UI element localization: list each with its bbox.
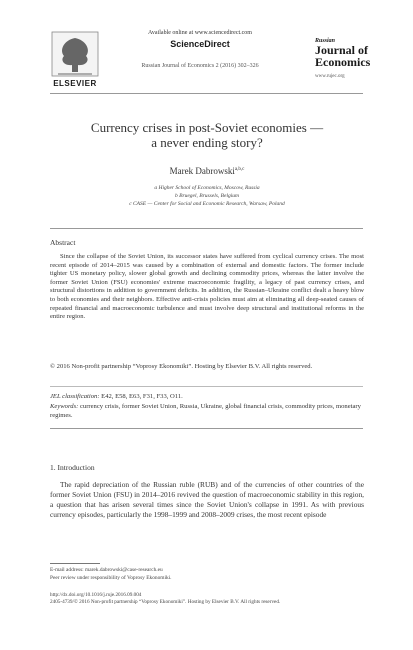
footnote-email[interactable]: E-mail address: marek.dabrowski@case-research.eu bbox=[50, 567, 163, 573]
available-online-link[interactable]: Available online at www.sciencedirect.com bbox=[148, 30, 252, 36]
header-divider bbox=[50, 93, 363, 94]
article-title bbox=[50, 120, 364, 150]
journal-url[interactable]: www.rujec.org bbox=[315, 74, 345, 79]
journal-header bbox=[50, 30, 371, 90]
keywords-bottom-divider bbox=[50, 428, 363, 429]
title-line-2: a never ending story? bbox=[151, 135, 263, 150]
abstract-top-divider bbox=[50, 228, 363, 229]
title-line-1: Currency crises in post-Soviet economies — bbox=[90, 120, 324, 135]
elsevier-tree-icon bbox=[50, 30, 100, 78]
keywords-label: Keywords: bbox=[50, 403, 79, 410]
journal-title-block bbox=[315, 38, 395, 79]
jel-classification bbox=[50, 393, 364, 402]
keywords bbox=[50, 403, 364, 420]
author-name[interactable]: Marek Dabrowski bbox=[169, 166, 235, 176]
affiliation-a: a Higher School of Economics, Moscow, Russia bbox=[154, 185, 260, 191]
journal-title-line1: Journal of bbox=[315, 43, 369, 57]
footnotes bbox=[50, 567, 364, 582]
elsevier-wordmark: ELSEVIER bbox=[53, 79, 97, 88]
issn-copyright: 2405-4739/© 2016 Non-profit partnership “Voprosy Ekonomiki”. Hosting by Elsevier B.V. All rights reserved. bbox=[50, 599, 281, 606]
footnote-divider bbox=[50, 563, 100, 564]
affiliation-c: c CASE — Center for Social and Economic Research, Warsaw, Poland bbox=[129, 201, 285, 207]
footnote-peer-review: Peer review under responsibility of Voprosy Ekonomiki. bbox=[50, 574, 172, 581]
doi-link[interactable]: http://dx.doi.org/10.1016/j.ruje.2016.09.004 bbox=[50, 592, 142, 598]
keywords-list: currency crisis, former Soviet Union, Russia, Ukraine, global financial crisis, commodity prices, monetary regimes. bbox=[50, 403, 361, 419]
abstract-copyright: © 2016 Non-profit partnership “Voprosy Ekonomiki”. Hosting by Elsevier B.V. All rights reserved. bbox=[50, 363, 313, 370]
journal-title-small: Russian bbox=[315, 38, 336, 44]
journal-reference: Russian Journal of Economics 2 (2016) 302–326 bbox=[141, 63, 259, 69]
abstract-bottom-divider bbox=[50, 386, 363, 387]
author-line bbox=[50, 166, 364, 176]
affiliation-b: b Bruegel, Brussels, Belgium bbox=[174, 193, 239, 199]
jel-codes: E42, E58, E63, F31, F33, O11. bbox=[101, 393, 183, 400]
author-affiliation-marks: a,b,c bbox=[234, 167, 245, 172]
sciencedirect-logo: ScienceDirect bbox=[170, 39, 230, 49]
elsevier-logo bbox=[50, 30, 100, 88]
jel-label: JEL classification: bbox=[50, 393, 100, 400]
affiliations bbox=[50, 184, 364, 208]
section-body-introduction: The rapid depreciation of the Russian ruble (RUB) and of the currencies of other countries of the former Soviet Union (FSU) in 2014–2016 revived the question of macroeconomic stability in this region, a question that has arisen several times since the Soviet Union's collapse in 1991. As with previous currency episodes, particularly the 1998–1999 and 2008–2009 crises, the most recent episode bbox=[50, 480, 364, 519]
section-heading-introduction: 1. Introduction bbox=[50, 463, 95, 472]
article-bottom-info bbox=[50, 592, 364, 606]
abstract-body: Since the collapse of the Soviet Union, its successor states have suffered from cyclical currency crises. The most recent episode of 2014–2015 was caused by a combination of external and domestic factors. The former include tighter US monetary policy, slower global growth and declining commodity prices, whereas the latter involve the former Soviet Union (FSU) economies' extreme macroeconomic fragility, a legacy of past currency crises, and structural distortions in addition to government deficits. In addition, the Russian–Ukraine conflict dealt a heavy blow to both economies and their neighbors. Effective anti-crisis policies must aim at eliminating all deep-seated causes of repeated financial and macroeconomic turbulence and must involve deep structural and institutional reforms in the entire region. bbox=[50, 253, 364, 321]
header-center bbox=[110, 30, 290, 69]
abstract-heading: Abstract bbox=[50, 238, 76, 247]
journal-title-line2: Economics bbox=[315, 55, 371, 69]
